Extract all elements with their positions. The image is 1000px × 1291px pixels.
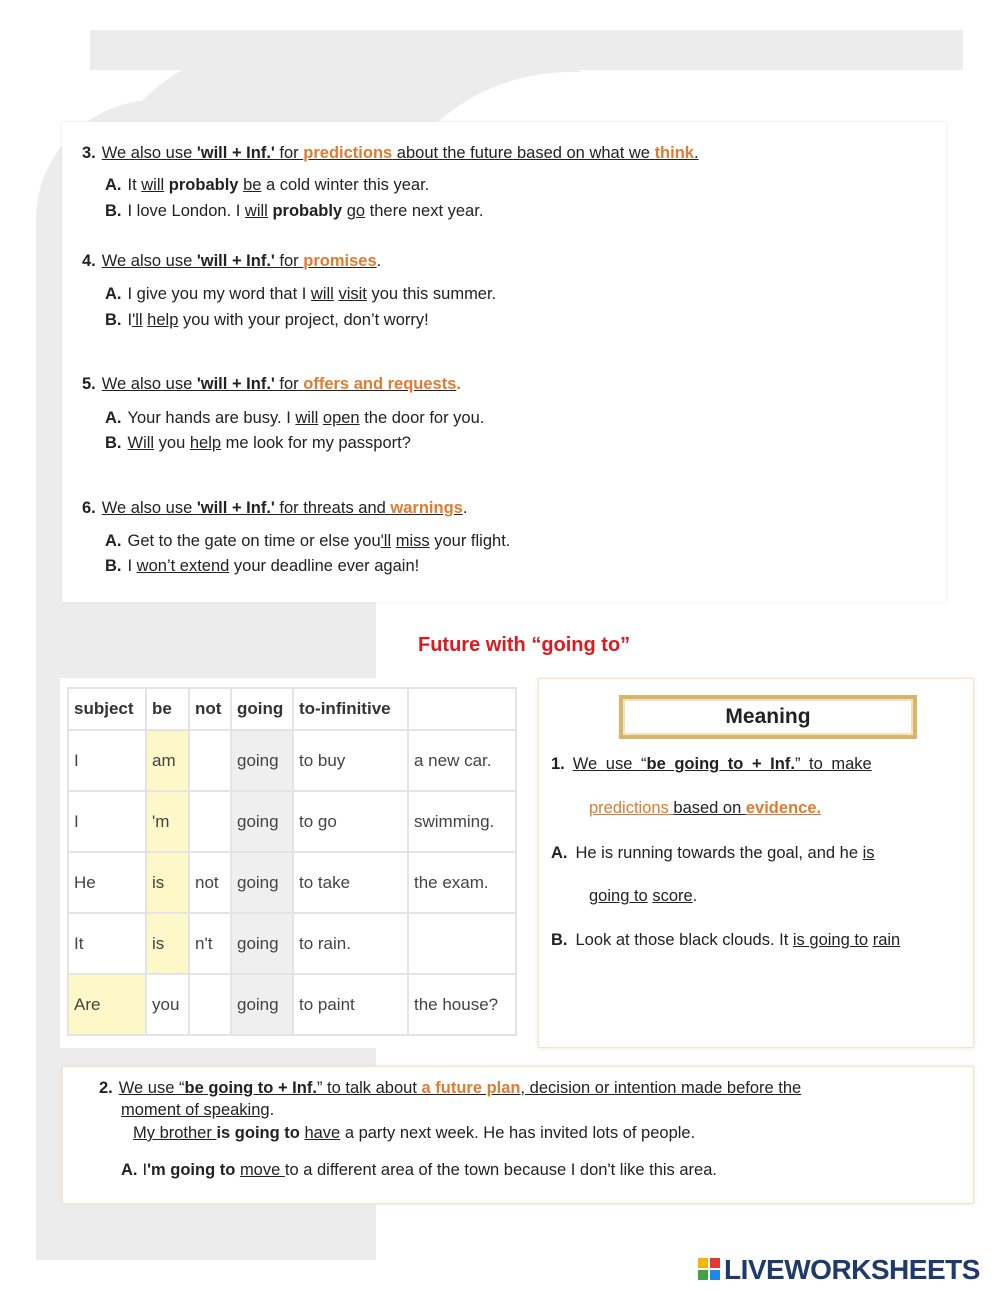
- table-cell: not: [189, 852, 231, 913]
- table-cell: to take: [293, 852, 408, 913]
- table-row: [68, 974, 516, 1035]
- meaning-rule-1-line2: predictions based on evidence.: [589, 799, 822, 817]
- example-5b: B. Will you help me look for my passport?: [105, 434, 411, 452]
- table-cell: going: [231, 791, 293, 852]
- table-cell: to rain.: [293, 913, 408, 974]
- example-4b: B. I'll help you with your project, don’t worry!: [105, 311, 429, 329]
- rule-6: 6. We also use 'will + Inf.' for threats and warnings.: [82, 499, 468, 517]
- table-row: [68, 852, 516, 913]
- table-cell: going: [231, 974, 293, 1035]
- table-header: not: [189, 688, 231, 730]
- background-band: [90, 30, 963, 70]
- table-cell: Are: [68, 974, 146, 1035]
- table-cell: It: [68, 913, 146, 974]
- future-plan-card: [62, 1066, 974, 1204]
- going-to-table: [67, 687, 517, 1036]
- table-header: to-infinitive: [293, 688, 408, 730]
- liveworksheets-logo[interactable]: LIVEWORKSHEETS: [724, 1254, 980, 1285]
- table-cell: to buy: [293, 730, 408, 791]
- table-cell: He: [68, 852, 146, 913]
- table-cell: [189, 974, 231, 1035]
- table-cell: to paint: [293, 974, 408, 1035]
- table-cell: [189, 730, 231, 791]
- table-cell: going: [231, 913, 293, 974]
- table-header: [408, 688, 516, 730]
- table-row: [68, 730, 516, 791]
- example-6a: A. Get to the gate on time or else you'll miss your flight.: [105, 532, 511, 550]
- rule-4: 4. We also use 'will + Inf.' for promises.: [82, 252, 382, 270]
- example-3b: B. I love London. I will probably go there next year.: [105, 202, 484, 220]
- meaning-example-a-line2: going to score.: [589, 887, 698, 905]
- bottom-rule-2-line2: moment of speaking.: [121, 1101, 275, 1119]
- example-3a: A. It will probably be a cold winter this year.: [105, 176, 430, 194]
- meaning-rule-1: 1. We use “be going to + Inf.” to make: [551, 755, 872, 773]
- meaning-example-a: A. He is running towards the goal, and he is: [551, 844, 875, 862]
- bottom-example-1: My brother is going to have a party next week. He has invited lots of people.: [133, 1124, 696, 1142]
- table-cell: going: [231, 852, 293, 913]
- bottom-rule-2: 2. We use “be going to + Inf.” to talk about a future plan, decision or intention made before the: [99, 1079, 802, 1097]
- table-header-row: [68, 688, 516, 730]
- table-header: subject: [68, 688, 146, 730]
- table-cell: the exam.: [408, 852, 516, 913]
- going-to-table-card: [60, 678, 522, 1048]
- table-cell: n't: [189, 913, 231, 974]
- table-row: [68, 791, 516, 852]
- table-cell: going: [231, 730, 293, 791]
- liveworksheets-logo-icon: [698, 1258, 720, 1280]
- meaning-example-b: B. Look at those black clouds. It is going to rain: [551, 931, 901, 949]
- rule-3: 3. We also use 'will + Inf.' for predictions about the future based on what we think.: [82, 144, 699, 162]
- example-5a: A. Your hands are busy. I will open the door for you.: [105, 409, 485, 427]
- table-cell: I: [68, 791, 146, 852]
- table-cell: to go: [293, 791, 408, 852]
- table-cell: [189, 791, 231, 852]
- table-cell: am: [146, 730, 189, 791]
- table-cell: a new car.: [408, 730, 516, 791]
- meaning-title: Meaning: [619, 695, 917, 739]
- will-rules-card: [62, 122, 946, 602]
- table-cell: swimming.: [408, 791, 516, 852]
- table-cell: is: [146, 913, 189, 974]
- table-cell: 'm: [146, 791, 189, 852]
- table-cell: I: [68, 730, 146, 791]
- section-title: Future with “going to”: [418, 634, 631, 656]
- table-cell: you: [146, 974, 189, 1035]
- rule-5: 5. We also use 'will + Inf.' for offers and requests.: [82, 375, 461, 393]
- table-cell: is: [146, 852, 189, 913]
- table-cell: the house?: [408, 974, 516, 1035]
- meaning-card: [538, 678, 974, 1048]
- example-4a: A. I give you my word that I will visit you this summer.: [105, 285, 497, 303]
- table-cell: [408, 913, 516, 974]
- table-header: be: [146, 688, 189, 730]
- table-header: going: [231, 688, 293, 730]
- bottom-example-a: A. I'm going to move to a different area of the town because I don't like this area.: [121, 1161, 717, 1179]
- example-6b: B. I won’t extend your deadline ever again!: [105, 557, 420, 575]
- table-row: [68, 913, 516, 974]
